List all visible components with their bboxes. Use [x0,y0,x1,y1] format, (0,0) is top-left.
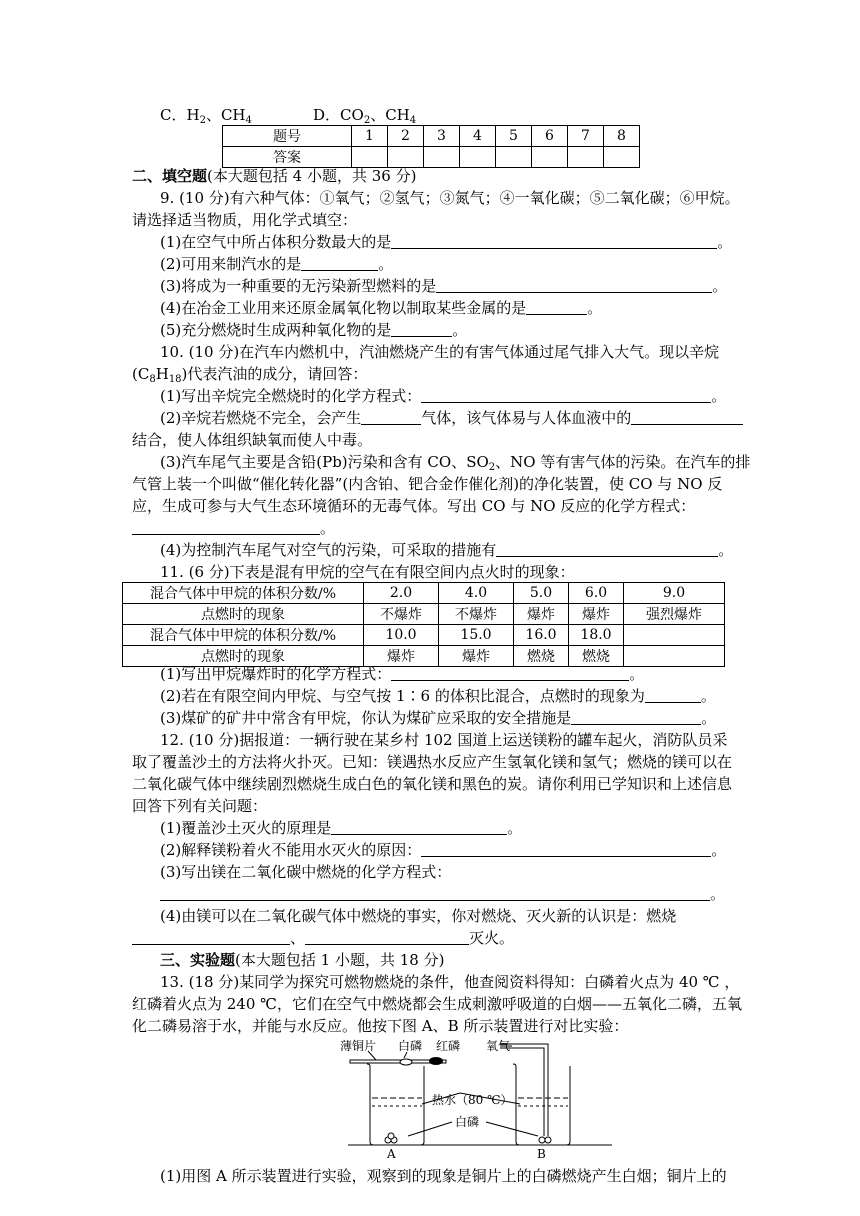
answer-cell[interactable] [604,147,640,168]
oxygen-label: 氧气 [486,1039,511,1053]
table-row: 混合气体中甲烷的体积分数/% 10.0 15.0 16.0 18.0 [123,625,725,646]
answer-number: 1 [352,126,388,147]
table-row: 混合气体中甲烷的体积分数/% 2.0 4.0 5.0 6.0 9.0 [123,583,725,604]
answer-cell[interactable] [352,147,388,168]
q11-part2: (2)若在有限空间内甲烷、与空气按 1∶6 的体积比混合，点燃时的现象为 。 [160,687,716,705]
q13-stem: 13. (18 分)某同学为探究可燃物燃烧的条件，他查阅资料得知：白磷着火点为 40 ℃ ， [160,973,740,991]
white-phosphorus-b [539,1137,545,1143]
q8-option-d: D．$CO_2$、$CH_4$ [313,106,417,126]
answer-cell[interactable] [460,147,496,168]
q13-stem: 化二磷易溶于水，并能与水反应。他按下图 A、B 所示装置进行对比实验： [132,1017,629,1035]
answer-blank[interactable] [361,410,421,425]
q10-stem: 10. (10 分)在汽车内燃机中，汽油燃烧产生的有害气体通过尾气排入大气。现以辛烷 [160,343,720,361]
answer-table-answer-label: 答案 [223,147,352,168]
q9-part1: (1)在空气中所占体积分数最大的是 。 [160,233,733,251]
answer-blank[interactable] [301,256,378,271]
q10-part2: (2)辛烷若燃烧不完全，会产生 气体，该气体易与人体血液中的 [160,408,743,428]
answer-number: 2 [388,126,424,147]
q9-part4: (4)在冶金工业用来还原金属氧化物以制取某些金属的是 。 [160,299,603,317]
answer-blank[interactable] [526,300,587,315]
section3-heading: 三、实验题(本大题包括 1 小题，共 18 分) [160,951,445,969]
answer-number: 5 [496,126,532,147]
white-phosphorus-on-plate [400,1059,412,1065]
q10-part1: (1)写出辛烷完全燃烧时的化学方程式： 。 [160,387,727,405]
q9-part3: (3)将成为一种重要的无污染新型燃料的是 。 [160,277,728,295]
q12-stem: 回答下列有关问题： [132,797,268,815]
q11-stem: 11. (6 分)下表是混有甲烷的空气在有限空间内点火时的现象： [160,563,575,581]
label-b: B [537,1147,546,1160]
answer-table [222,125,640,168]
q12-stem: 12. (10 分)据报道：一辆行驶在某乡村 102 国道上运送镁粉的罐车起火，消防队员采 [160,731,728,749]
answer-blank[interactable] [305,930,469,945]
answer-blank[interactable] [391,322,452,337]
answer-cell[interactable] [388,147,424,168]
section2-heading: 二、填空题(本大题包括 4 小题，共 36 分) [132,167,417,185]
answer-blank[interactable] [631,410,743,425]
q10-part3-cont: 应，生成可参与大气生态环境循环的无毒气体。写出 CO 与 NO 反应的化学方程式： [132,497,696,515]
answer-blank[interactable] [496,542,718,557]
answer-blank[interactable] [436,278,712,293]
red-phosphorus-label: 红磷 [436,1039,461,1053]
q12-part4: (4)由镁可以在二氧化碳气体中燃烧的事实，你对燃烧、灭火新的认识是：燃烧 [160,907,677,925]
copper-label: 薄铜片 [340,1039,377,1053]
q11-part3: (3)煤矿的矿井中常含有甲烷，你认为煤矿应采取的安全措施是 。 [160,709,717,727]
q10-part4: (4)为控制汽车尾气对空气的污染，可采取的措施有 。 [160,541,734,559]
q12-part2: (2)解释镁粉着火不能用水灭火的原因： 。 [160,841,727,859]
answer-blank[interactable] [160,886,710,901]
answer-blank[interactable] [571,710,701,725]
q10-part3-answer: 。 [132,518,335,538]
answer-cell[interactable] [532,147,568,168]
q9-part2: (2)可用来制汽水的是 。 [160,255,394,273]
answer-number: 3 [424,126,460,147]
q10-part3-cont: 气管上装一个叫做“催化转化器”(内含铂、钯合金作催化剂)的净化装置，使 CO 与 NO 反 [132,475,723,493]
q9-part5: (5)充分燃烧时生成两种氧化物的是 。 [160,321,468,339]
q9-stem: 9. (10 分)有六种气体：①氧气；②氢气；③氮气；④一氧化碳；⑤二氧化碳；⑥甲烷。 [160,189,740,207]
answer-blank[interactable] [421,388,711,403]
q12-part3-answer: 。 [160,884,725,904]
answer-cell[interactable] [424,147,460,168]
white-phosphorus-top-label: 白磷 [398,1039,423,1053]
answer-number: 8 [604,126,640,147]
hot-water-label: 热水（80 ℃） [432,1093,513,1107]
answer-number: 7 [568,126,604,147]
table-row: 点燃时的现象 不爆炸 不爆炸 爆炸 爆炸 强烈爆炸 [123,604,725,625]
table-row: 点燃时的现象 爆炸 爆炸 燃烧 燃烧 [123,646,725,667]
q11-part1: (1)写出甲烷爆炸时的化学方程式： 。 [160,665,645,683]
answer-blank[interactable] [132,930,290,945]
q13-part1: (1)用图 A 所示装置进行实验，观察到的现象是铜片上的白磷燃烧产生白烟；铜片上的 [160,1167,727,1185]
answer-blank[interactable] [645,688,701,703]
answer-blank[interactable] [391,666,629,681]
oxygen-tube [500,1044,548,1136]
answer-cell[interactable] [568,147,604,168]
answer-table-header-label: 题号 [223,126,352,147]
answer-number: 6 [532,126,568,147]
q12-stem: 取了覆盖沙土的方法将火扑灭。已知：镁遇热水反应产生氢氧化镁和氢气；燃烧的镁可以在 [132,753,733,771]
red-phosphorus-piece [429,1057,443,1065]
q9-stem: 请选择适当物质，用化学式填空： [132,211,358,229]
q10-part2-cont: 结合，使人体组织缺氧而使人中毒。 [132,431,373,449]
q12-stem: 二氧化碳气体中继续剧烈燃烧生成白色的氧化镁和黑色的炭。请你利用已学知识和上述信息 [132,775,733,793]
q10-stem: $(C_8H_{18})$代表汽油的成分，请回答： [132,365,368,385]
q10-part3: (3)汽车尾气主要是含铅(Pb)污染和含有 CO、$SO_2$、NO 等有害气体的污染。在汽车的排 [160,453,751,473]
answer-number: 4 [460,126,496,147]
q12-part3: (3)写出镁在二氧化碳中燃烧的化学方程式： [160,863,452,881]
q13-stem: 红磷着火点为 240 ℃，它们在空气中燃烧都会生成刺激呼吸道的白烟——五氧化二磷，五氧 [132,995,742,1013]
answer-blank[interactable] [391,234,717,249]
answer-blank[interactable] [331,820,507,835]
methane-table [122,582,725,667]
answer-blank[interactable] [132,520,320,535]
q12-part1: (1)覆盖沙土灭火的原理是 。 [160,819,523,837]
q8-option-c: C．$H_2$、$CH_4$ [160,106,252,126]
experiment-figure [340,1030,620,1160]
q12-part4-answer: 、 灭火。 [132,928,514,948]
answer-blank[interactable] [421,842,711,857]
label-a: A [387,1147,396,1160]
white-phosphorus-bottom-label: 白磷 [455,1115,480,1129]
answer-cell[interactable] [496,147,532,168]
